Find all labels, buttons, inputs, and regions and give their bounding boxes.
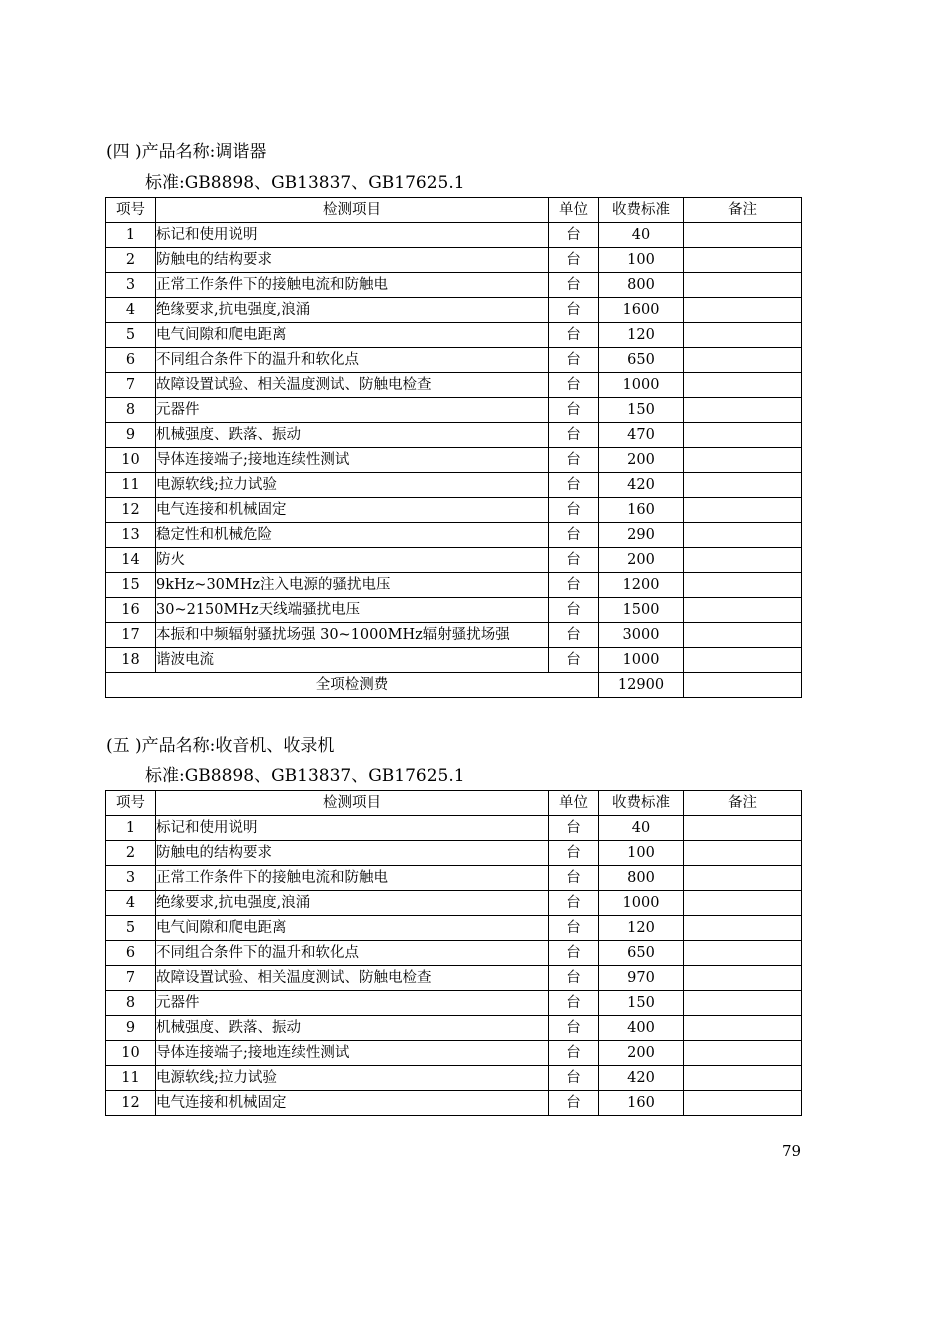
header-test-item: 检测项目 — [156, 791, 549, 816]
note-cell — [684, 523, 802, 548]
note-cell — [684, 348, 802, 373]
fee-cell: 800 — [599, 866, 684, 891]
unit-cell: 台 — [549, 298, 599, 323]
test-item-cell: 谐波电流 — [156, 648, 549, 673]
fee-cell: 470 — [599, 423, 684, 448]
fee-cell: 1000 — [599, 891, 684, 916]
note-cell — [684, 223, 802, 248]
table-row — [106, 916, 802, 941]
table-row — [106, 941, 802, 966]
test-item-cell: 电气连接和机械固定 — [156, 498, 549, 523]
test-item-cell: 防触电的结构要求 — [156, 841, 549, 866]
fee-cell: 1500 — [599, 598, 684, 623]
test-item-cell: 防触电的结构要求 — [156, 248, 549, 273]
item-number-cell: 11 — [106, 473, 156, 498]
table-row — [106, 1041, 802, 1066]
fee-cell: 1000 — [599, 373, 684, 398]
test-item-cell: 不同组合条件下的温升和软化点 — [156, 941, 549, 966]
unit-cell: 台 — [549, 648, 599, 673]
fee-cell: 3000 — [599, 623, 684, 648]
test-item-cell: 电气间隙和爬电距离 — [156, 916, 549, 941]
test-item-cell: 导体连接端子;接地连续性测试 — [156, 448, 549, 473]
table-row — [106, 348, 802, 373]
item-number-cell: 5 — [106, 916, 156, 941]
unit-cell: 台 — [549, 991, 599, 1016]
table-row — [106, 966, 802, 991]
item-number-cell: 8 — [106, 398, 156, 423]
fee-cell: 160 — [599, 1091, 684, 1116]
table-row — [106, 866, 802, 891]
test-item-cell: 元器件 — [156, 991, 549, 1016]
item-number-cell: 1 — [106, 816, 156, 841]
note-cell — [684, 398, 802, 423]
section-5-title: (五 )产品名称:收音机、收录机 — [106, 736, 335, 756]
item-number-cell: 7 — [106, 373, 156, 398]
table-row — [106, 1066, 802, 1091]
note-cell — [684, 991, 802, 1016]
fee-cell: 200 — [599, 448, 684, 473]
fee-cell: 40 — [599, 223, 684, 248]
note-cell — [684, 916, 802, 941]
table-row — [106, 448, 802, 473]
page-number: 79 — [782, 1142, 802, 1160]
item-number-cell: 2 — [106, 841, 156, 866]
table-row — [106, 573, 802, 598]
table-row — [106, 248, 802, 273]
section-4-fee-table — [105, 197, 802, 698]
unit-cell: 台 — [549, 423, 599, 448]
header-note: 备注 — [684, 198, 802, 223]
item-number-cell: 6 — [106, 348, 156, 373]
section-5-standard: 标准:GB8898、GB13837、GB17625.1 — [145, 766, 465, 786]
note-cell — [684, 323, 802, 348]
unit-cell: 台 — [549, 398, 599, 423]
test-item-cell: 机械强度、跌落、振动 — [156, 423, 549, 448]
item-number-cell: 4 — [106, 298, 156, 323]
header-unit: 单位 — [549, 791, 599, 816]
test-item-cell: 绝缘要求,抗电强度,浪涌 — [156, 298, 549, 323]
table-row — [106, 298, 802, 323]
item-number-cell: 14 — [106, 548, 156, 573]
item-number-cell: 3 — [106, 866, 156, 891]
test-item-cell: 9kHz~30MHz注入电源的骚扰电压 — [156, 573, 549, 598]
fee-cell: 150 — [599, 991, 684, 1016]
fee-cell: 420 — [599, 473, 684, 498]
table-row — [106, 473, 802, 498]
unit-cell: 台 — [549, 623, 599, 648]
item-number-cell: 5 — [106, 323, 156, 348]
test-item-cell: 电气间隙和爬电距离 — [156, 323, 549, 348]
note-cell — [684, 573, 802, 598]
fee-cell: 650 — [599, 348, 684, 373]
item-number-cell: 9 — [106, 1016, 156, 1041]
section-5-fee-table — [105, 790, 802, 1116]
item-number-cell: 15 — [106, 573, 156, 598]
note-cell — [684, 498, 802, 523]
header-note: 备注 — [684, 791, 802, 816]
section-4-title: (四 )产品名称:调谐器 — [106, 142, 267, 162]
note-cell — [684, 598, 802, 623]
fee-cell: 420 — [599, 1066, 684, 1091]
unit-cell: 台 — [549, 573, 599, 598]
unit-cell: 台 — [549, 866, 599, 891]
table-row — [106, 841, 802, 866]
item-number-cell: 11 — [106, 1066, 156, 1091]
fee-cell: 100 — [599, 841, 684, 866]
note-cell — [684, 1091, 802, 1116]
table-row — [106, 548, 802, 573]
test-item-cell: 本振和中频辐射骚扰场强 30~1000MHz辐射骚扰场强 — [156, 623, 549, 648]
table-row — [106, 273, 802, 298]
item-number-cell: 18 — [106, 648, 156, 673]
table-row — [106, 991, 802, 1016]
item-number-cell: 13 — [106, 523, 156, 548]
unit-cell: 台 — [549, 223, 599, 248]
unit-cell: 台 — [549, 941, 599, 966]
test-item-cell: 元器件 — [156, 398, 549, 423]
note-cell — [684, 941, 802, 966]
fee-cell: 100 — [599, 248, 684, 273]
total-row — [106, 673, 802, 698]
fee-cell: 1200 — [599, 573, 684, 598]
test-item-cell: 电气连接和机械固定 — [156, 1091, 549, 1116]
item-number-cell: 1 — [106, 223, 156, 248]
note-cell — [684, 866, 802, 891]
unit-cell: 台 — [549, 1091, 599, 1116]
note-cell — [684, 841, 802, 866]
item-number-cell: 7 — [106, 966, 156, 991]
test-item-cell: 故障设置试验、相关温度测试、防触电检查 — [156, 966, 549, 991]
test-item-cell: 正常工作条件下的接触电流和防触电 — [156, 866, 549, 891]
note-cell — [684, 448, 802, 473]
table-row — [106, 398, 802, 423]
test-item-cell: 正常工作条件下的接触电流和防触电 — [156, 273, 549, 298]
note-cell — [684, 473, 802, 498]
item-number-cell: 10 — [106, 1041, 156, 1066]
note-cell — [684, 648, 802, 673]
header-fee: 收费标准 — [599, 198, 684, 223]
table-row — [106, 1091, 802, 1116]
test-item-cell: 绝缘要求,抗电强度,浪涌 — [156, 891, 549, 916]
fee-cell: 800 — [599, 273, 684, 298]
note-cell — [684, 423, 802, 448]
table-row — [106, 423, 802, 448]
note-cell — [684, 1066, 802, 1091]
unit-cell: 台 — [549, 523, 599, 548]
fee-cell: 1600 — [599, 298, 684, 323]
header-item-no: 项号 — [106, 198, 156, 223]
header-item-no: 项号 — [106, 791, 156, 816]
header-test-item: 检测项目 — [156, 198, 549, 223]
fee-cell: 400 — [599, 1016, 684, 1041]
note-cell — [684, 1041, 802, 1066]
note-cell — [684, 248, 802, 273]
item-number-cell: 9 — [106, 423, 156, 448]
note-cell — [684, 1016, 802, 1041]
item-number-cell: 17 — [106, 623, 156, 648]
test-item-cell: 故障设置试验、相关温度测试、防触电检查 — [156, 373, 549, 398]
table-row — [106, 648, 802, 673]
unit-cell: 台 — [549, 498, 599, 523]
unit-cell: 台 — [549, 373, 599, 398]
item-number-cell: 6 — [106, 941, 156, 966]
note-cell — [684, 816, 802, 841]
unit-cell: 台 — [549, 891, 599, 916]
test-item-cell: 30~2150MHz天线端骚扰电压 — [156, 598, 549, 623]
item-number-cell: 4 — [106, 891, 156, 916]
table-row — [106, 816, 802, 841]
unit-cell: 台 — [549, 1016, 599, 1041]
fee-cell: 150 — [599, 398, 684, 423]
unit-cell: 台 — [549, 273, 599, 298]
item-number-cell: 8 — [106, 991, 156, 1016]
note-cell — [684, 891, 802, 916]
test-item-cell: 不同组合条件下的温升和软化点 — [156, 348, 549, 373]
unit-cell: 台 — [549, 916, 599, 941]
item-number-cell: 2 — [106, 248, 156, 273]
fee-cell: 1000 — [599, 648, 684, 673]
note-cell — [684, 966, 802, 991]
item-number-cell: 3 — [106, 273, 156, 298]
note-cell — [684, 273, 802, 298]
section-4-standard: 标准:GB8898、GB13837、GB17625.1 — [145, 173, 465, 193]
item-number-cell: 10 — [106, 448, 156, 473]
note-cell — [684, 548, 802, 573]
unit-cell: 台 — [549, 1066, 599, 1091]
table-header-row — [106, 198, 802, 223]
test-item-cell: 标记和使用说明 — [156, 223, 549, 248]
total-note-cell — [684, 673, 802, 698]
item-number-cell: 12 — [106, 498, 156, 523]
note-cell — [684, 298, 802, 323]
test-item-cell: 电源软线;拉力试验 — [156, 1066, 549, 1091]
unit-cell: 台 — [549, 548, 599, 573]
table-row — [106, 598, 802, 623]
unit-cell: 台 — [549, 248, 599, 273]
unit-cell: 台 — [549, 448, 599, 473]
table-row — [106, 223, 802, 248]
unit-cell: 台 — [549, 473, 599, 498]
table-row — [106, 498, 802, 523]
unit-cell: 台 — [549, 598, 599, 623]
table-row — [106, 623, 802, 648]
table-row — [106, 523, 802, 548]
table-row — [106, 323, 802, 348]
unit-cell: 台 — [549, 966, 599, 991]
item-number-cell: 12 — [106, 1091, 156, 1116]
fee-cell: 200 — [599, 1041, 684, 1066]
unit-cell: 台 — [549, 841, 599, 866]
unit-cell: 台 — [549, 323, 599, 348]
fee-cell: 290 — [599, 523, 684, 548]
test-item-cell: 标记和使用说明 — [156, 816, 549, 841]
header-unit: 单位 — [549, 198, 599, 223]
test-item-cell: 防火 — [156, 548, 549, 573]
unit-cell: 台 — [549, 816, 599, 841]
fee-cell: 40 — [599, 816, 684, 841]
fee-cell: 200 — [599, 548, 684, 573]
fee-cell: 160 — [599, 498, 684, 523]
total-label: 全项检测费 — [106, 673, 599, 698]
test-item-cell: 稳定性和机械危险 — [156, 523, 549, 548]
unit-cell: 台 — [549, 348, 599, 373]
table-row — [106, 373, 802, 398]
fee-cell: 970 — [599, 966, 684, 991]
test-item-cell: 导体连接端子;接地连续性测试 — [156, 1041, 549, 1066]
test-item-cell: 电源软线;拉力试验 — [156, 473, 549, 498]
note-cell — [684, 623, 802, 648]
unit-cell: 台 — [549, 1041, 599, 1066]
header-fee: 收费标准 — [599, 791, 684, 816]
fee-cell: 120 — [599, 916, 684, 941]
total-fee: 12900 — [599, 673, 684, 698]
table-row — [106, 891, 802, 916]
table-row — [106, 1016, 802, 1041]
fee-cell: 650 — [599, 941, 684, 966]
test-item-cell: 机械强度、跌落、振动 — [156, 1016, 549, 1041]
item-number-cell: 16 — [106, 598, 156, 623]
note-cell — [684, 373, 802, 398]
table-header-row — [106, 791, 802, 816]
fee-cell: 120 — [599, 323, 684, 348]
